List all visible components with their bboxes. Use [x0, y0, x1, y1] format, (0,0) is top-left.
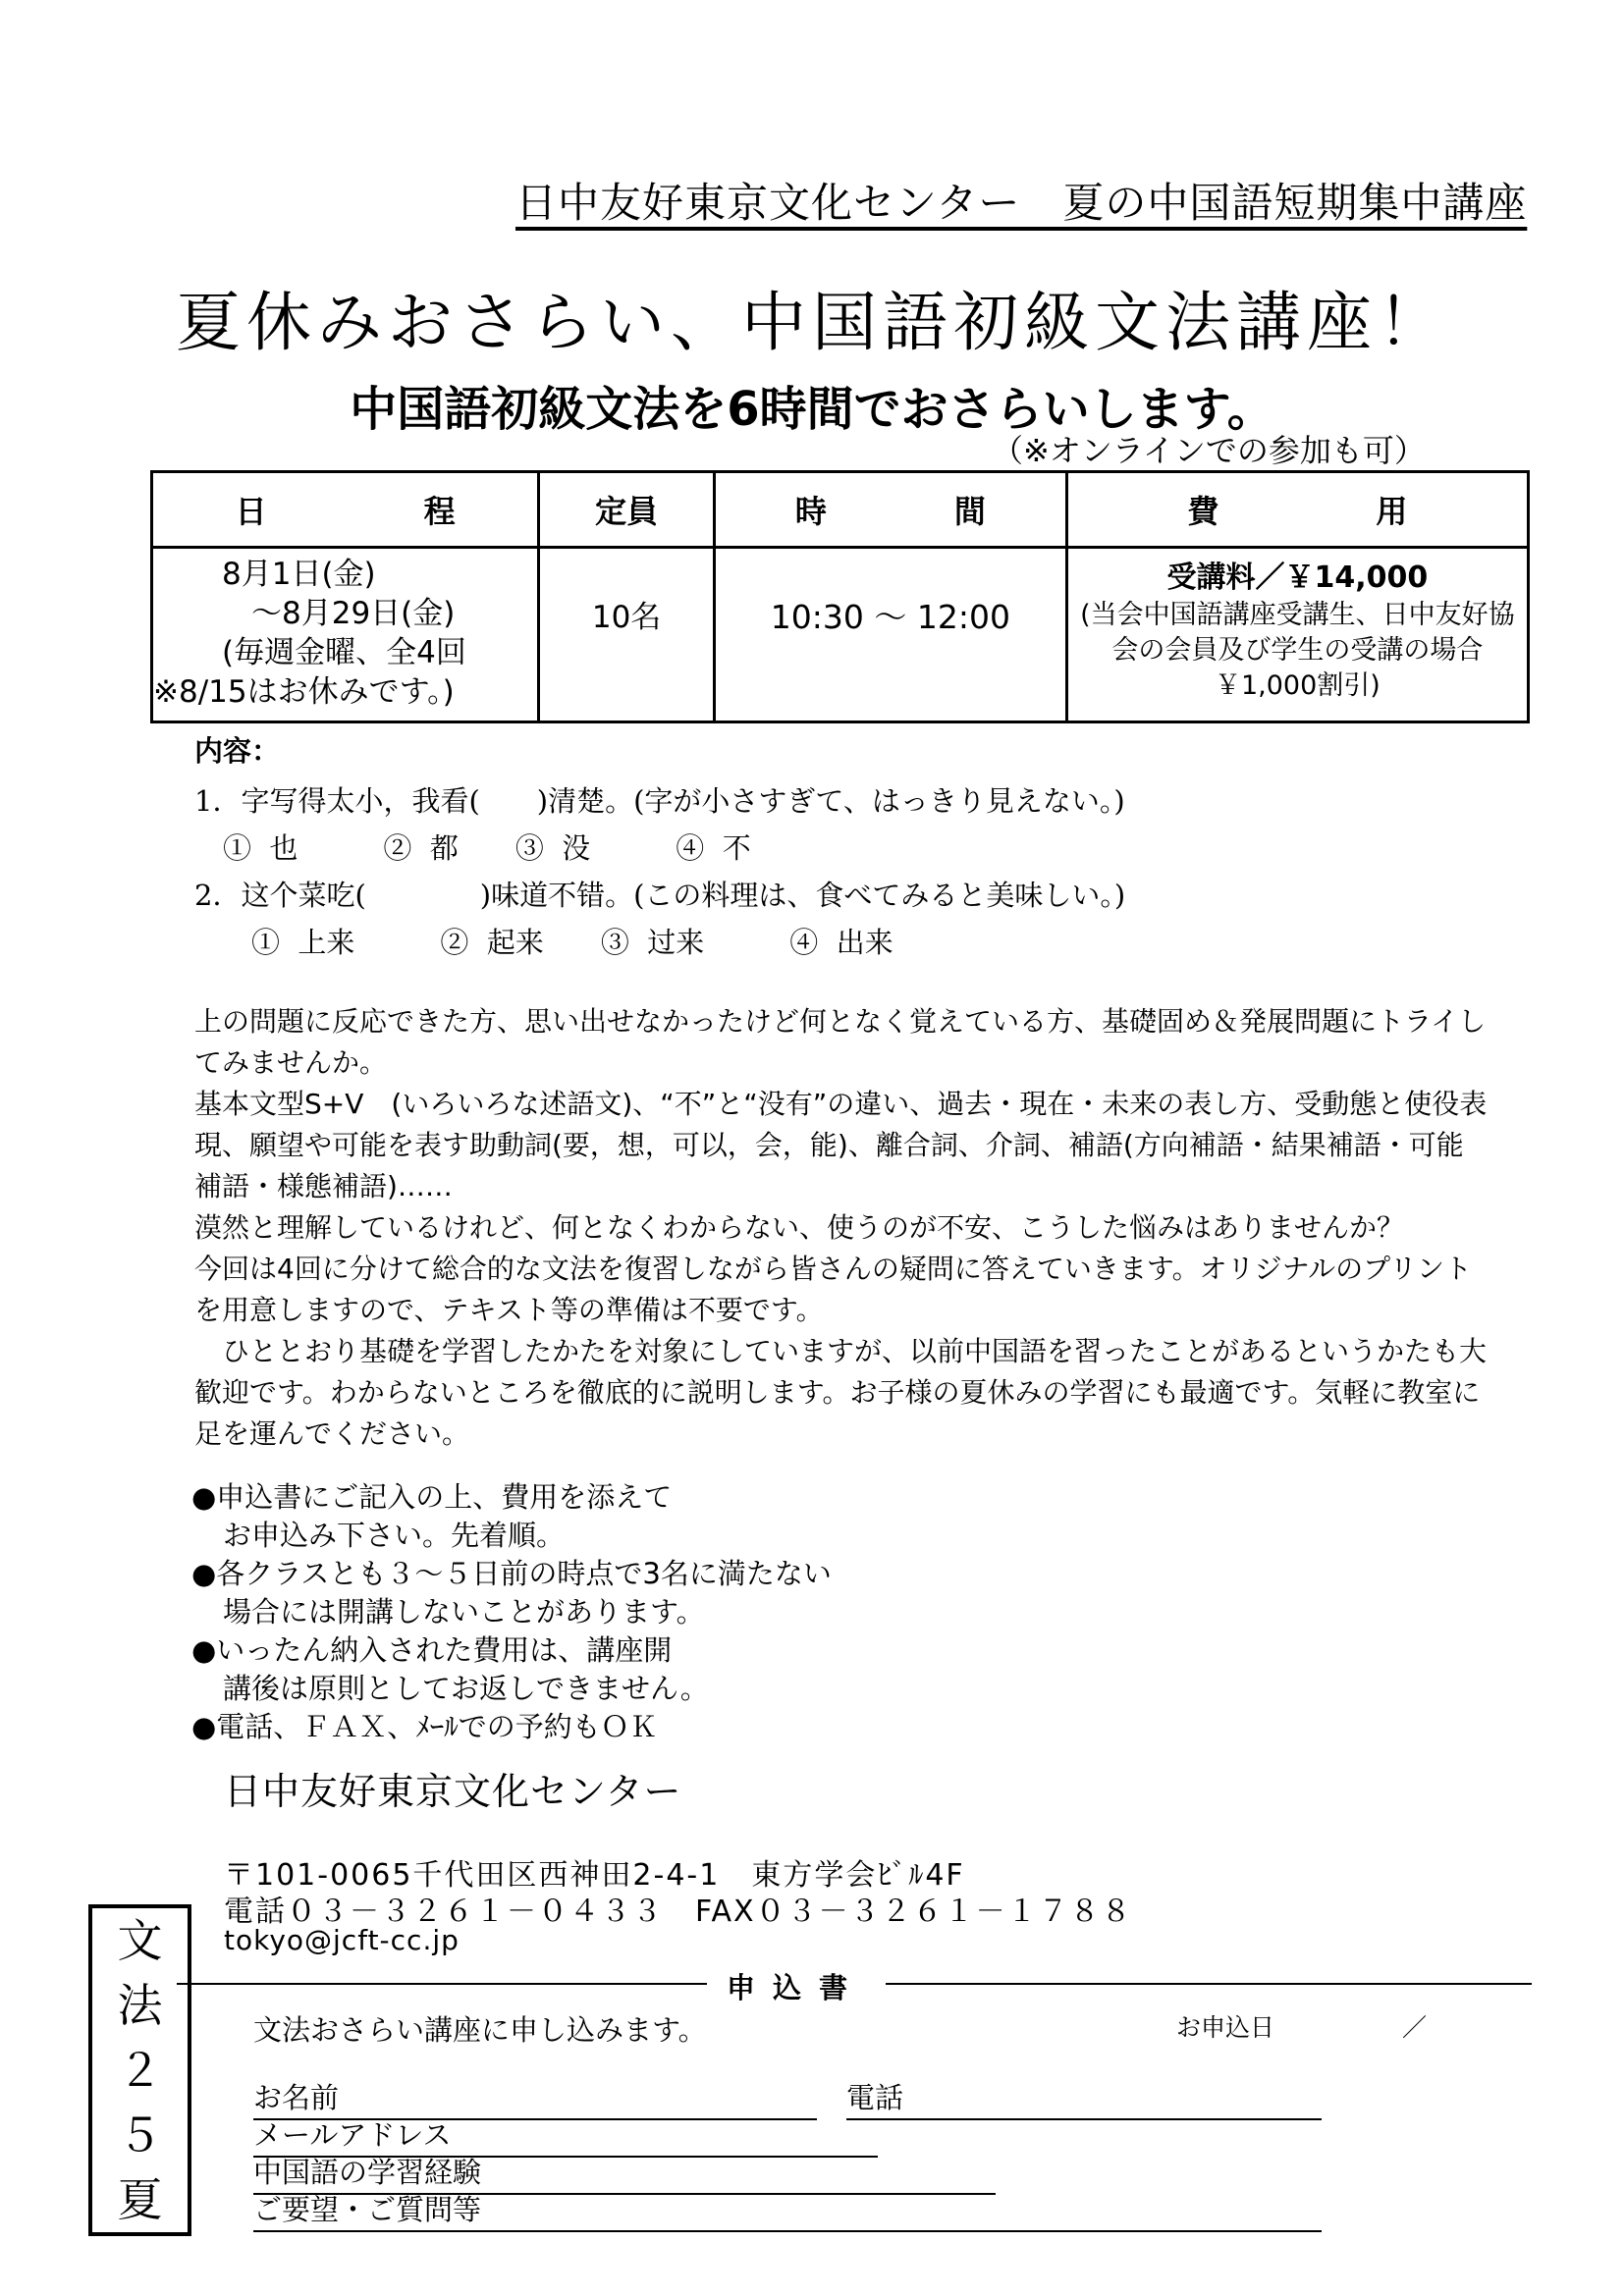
header-date-char-2: 程 — [423, 493, 456, 530]
form-date-slash: ／ — [1402, 2013, 1428, 2042]
notice-line: ●申込書にご記入の上、費用を添えて — [191, 1480, 673, 1514]
phone-field-label: 電話 — [846, 2081, 904, 2114]
stamp-char: ２ — [117, 2044, 163, 2097]
stamp-char: 法 — [117, 1979, 163, 2032]
stamp-char: ５ — [117, 2109, 163, 2162]
fee-main: 受講料／￥14,000 — [1166, 561, 1429, 595]
form-title: 申込書 — [727, 1971, 866, 2004]
header-time-char-2: 間 — [953, 493, 986, 530]
experience-field-label: 中国語の学習経験 — [253, 2156, 482, 2189]
date-line: ※8/15はお休みです。) — [153, 674, 455, 710]
footer-address: 〒101-0065千代田区西神田2-4-1 東方学会ﾋﾞﾙ4F — [224, 1858, 965, 1893]
email-field-label: メールアドレス — [253, 2118, 452, 2152]
question-1: 1．字写得太小，我看( )清楚。(字が小さすぎて、はっきり見えない。) — [194, 784, 1125, 818]
header-fee-char-1: 費 — [1187, 493, 1219, 530]
date-line: 8月1日(金) — [222, 557, 376, 592]
schedule-header-row — [152, 472, 1529, 548]
stamp-char: 夏 — [117, 2173, 163, 2226]
cell-fee — [1066, 548, 1528, 722]
notice-line: ●電話、ＦＡＸ、ﾒｰﾙでの予約もＯＫ — [191, 1710, 658, 1743]
stamp-char: 文 — [117, 1914, 163, 1967]
fee-note: (当会中国語講座受講生、日中友好協 — [1080, 600, 1515, 630]
form-separator-right — [886, 1983, 1532, 1985]
footer-email[interactable]: tokyo@jcft-cc.jp — [224, 1924, 460, 1956]
online-note: （※オンラインでの参加も可） — [992, 432, 1426, 469]
form-date-label: お申込日 — [1176, 2013, 1275, 2042]
phone-field[interactable] — [846, 2076, 1322, 2120]
header-org-course: 日中友好東京文化センター 夏の中国語短期集中講座 — [515, 179, 1528, 227]
header-fee — [1066, 472, 1528, 548]
content-label: 内容： — [194, 734, 281, 768]
header-time — [714, 472, 1066, 548]
notices — [191, 1478, 832, 1746]
subtitle: 中国語初級文法を6時間でおさらいします。 — [350, 382, 1274, 437]
question-2-options: ① 上来 ② 起来 ③ 过来 ④ 出来 — [194, 926, 893, 959]
date-line: ～8月29日(金) — [251, 596, 456, 631]
header-fee-char-2: 用 — [1376, 493, 1408, 530]
main-title: 夏休みおさらい、中国語初級文法講座！ — [176, 285, 1448, 360]
description-paragraph: 今回は4回に分けて総合的な文法を復習しながら皆さんの疑問に答えていきます。オリジナルのプリントを用意しますので、テキスト等の準備は不要です。 — [194, 1253, 1473, 1326]
cell-time: 10:30 ～ 12:00 — [714, 548, 1066, 722]
cell-dates — [152, 548, 539, 722]
header-capacity: 定員 — [539, 472, 715, 548]
description-paragraph: ひととおり基礎を学習したかたを対象にしていますが、以前中国語を習ったことがあるというかたも大歓迎です。わからないところを徹底的に説明します。お子様の夏休みの学習にも最適です。気軽に教室に足を運んでください。 — [194, 1335, 1488, 1450]
description-paragraph: 漠然と理解しているけれど、何となくわからない、使うのが不安、こうした悩みはありませんか？ — [194, 1211, 1405, 1244]
cell-capacity: 10名 — [539, 548, 715, 722]
course-code-stamp — [88, 1904, 191, 2236]
footer-org: 日中友好東京文化センター — [224, 1770, 682, 1813]
schedule-table — [150, 470, 1530, 723]
name-field-label: お名前 — [253, 2081, 340, 2114]
schedule-data-row — [152, 548, 1529, 722]
header-date-char-1: 日 — [235, 493, 267, 530]
requests-field[interactable] — [253, 2188, 1322, 2232]
form-intro: 文法おさらい講座に申し込みます。 — [253, 2013, 707, 2047]
notice-line: お申込み下さい。先着順。 — [223, 1519, 566, 1552]
requests-field-label: ご要望・ご質問等 — [253, 2193, 482, 2226]
date-line: (毎週金曜、全4回 — [222, 635, 466, 670]
fee-note: ￥1,000割引) — [1214, 670, 1380, 701]
footer-phone-fax: 電話０３－３２６１－０４３３ FAX０３－３２６１－１７８８ — [224, 1895, 1133, 1929]
notice-line: ●各クラスとも３～５日前の時点で3名に満たない — [191, 1557, 832, 1590]
notice-line: 場合には開講しないことがあります。 — [223, 1595, 705, 1629]
fee-note: 会の会員及び学生の受講の場合 — [1111, 635, 1484, 666]
description-paragraph: 上の問題に反応できた方、思い出せなかったけど何となく覚えている方、基礎固め＆発展問題にトライしてみませんか。 — [194, 1005, 1487, 1079]
question-2: 2．这个菜吃( )味道不错。(この料理は、食べてみると美味しい。) — [194, 879, 1126, 912]
notice-line: 講後は原則としてお返しできません。 — [223, 1672, 709, 1705]
header-date — [152, 472, 539, 548]
notice-line: ●いったん納入された費用は、講座開 — [191, 1633, 673, 1667]
description — [194, 1001, 1490, 1455]
form-date[interactable] — [1176, 2008, 1427, 2044]
form-separator-left — [177, 1983, 707, 1985]
header-time-char-1: 時 — [794, 493, 827, 530]
description-paragraph: 基本文型S+V (いろいろな述語文)、“不”と“没有”の違い、過去・現在・未来の表し方、受動態と使役表現、願望や可能を表す助動詞(要，想，可以，会，能)、離合詞、介詞、補語(方向補語・結果補語・可能補語・様態補語)…… — [194, 1088, 1488, 1202]
question-1-options: ① 也 ② 都 ③ 没 ④ 不 — [194, 831, 751, 865]
